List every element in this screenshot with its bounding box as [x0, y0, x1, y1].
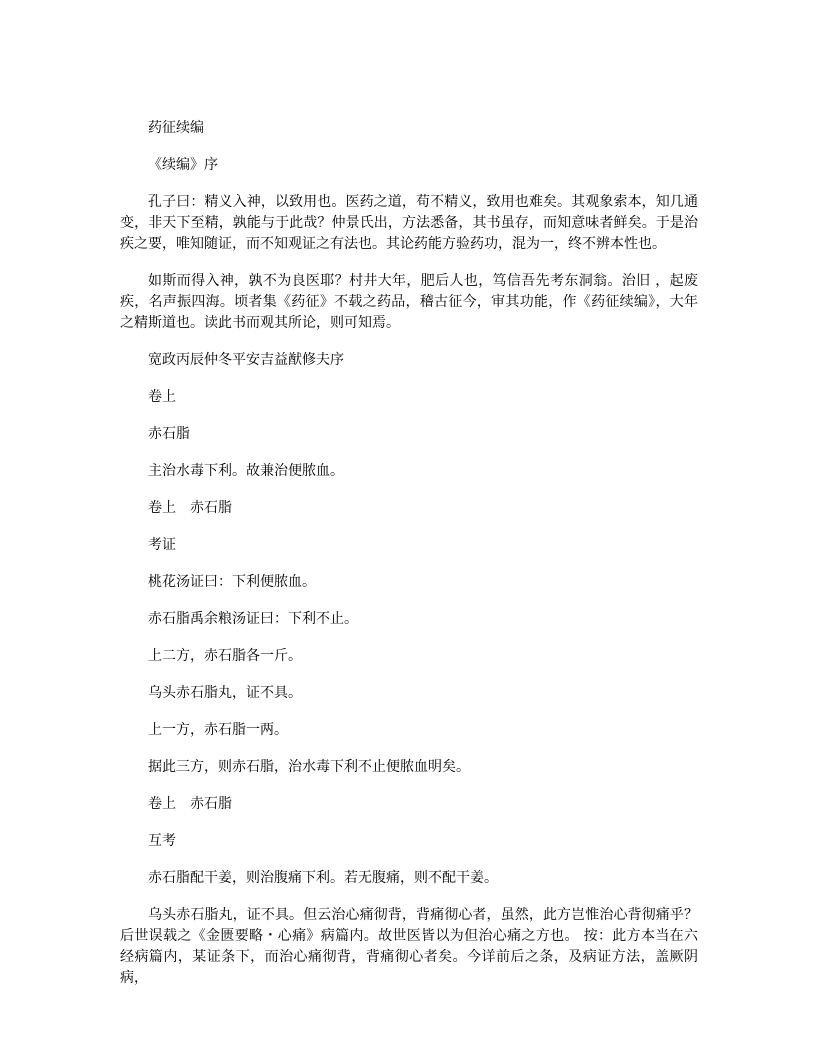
- document-title: 药征续编: [148, 120, 204, 136]
- entry-heading: 赤石脂: [148, 426, 190, 442]
- paragraph: 上一方，赤石脂一两。: [148, 722, 288, 738]
- paragraph: 乌头赤石脂丸，证不具。: [148, 685, 302, 701]
- paragraph: 赤石脂配干姜，则治腹痛下利。若无腹痛，则不配干姜。: [148, 870, 498, 886]
- paragraph: 上二方，赤石脂各一斤。: [148, 648, 302, 664]
- section-header: 卷上 赤石脂: [148, 500, 232, 516]
- paragraph: 桃花汤证曰：下利便脓血。: [148, 574, 316, 590]
- preface-signature: 宽政丙辰仲冬平安吉益猷修夫序: [148, 352, 344, 368]
- paragraph: 主治水毒下利。故兼治便脓血。: [148, 463, 344, 479]
- subsection-heading: 互考: [148, 833, 176, 849]
- paragraph: 据此三方，则赤石脂，治水毒下利不止便脓血明矣。: [148, 759, 470, 775]
- paragraph: 乌头赤石脂丸，证不具。但云治心痛彻背，背痛彻心者，虽然，此方岂惟治心背彻痛乎？后世误载之《金匮要略・心痛》病篇内。故世医皆以为但治心痛之方也。 按：此方本当在六经病篇内，某证条下，而治心痛彻背，背痛彻心者矣。今详前后之条，及病证方法，盖厥阴病，: [120, 907, 698, 986]
- paragraph: 赤石脂禹余粮汤证曰：下利不止。: [148, 611, 358, 627]
- volume-heading: 卷上: [148, 389, 176, 405]
- preface-heading: 《续编》序: [148, 157, 218, 173]
- section-header: 卷上 赤石脂: [148, 796, 232, 812]
- subsection-heading: 考证: [148, 537, 176, 553]
- document-page: [120, 118, 698, 1005]
- paragraph: 孔子曰：精义入神，以致用也。医药之道，苟不精义，致用也难矣。其观象索本，知几通变，非天下至精，孰能与于此哉？仲景氏出，方法悉备，其书虽存，而知意味者鲜矣。于是治疾之要，唯知随证，而不知观证之有法也。其论药能方验药功，混为一，终不辨本性也。: [120, 194, 698, 252]
- paragraph: 如斯而得入神，孰不为良医耶？村井大年，肥后人也，笃信吾先考东洞翁。治旧 ，起废疾，名声振四海。顷者集《药征》不载之药品，稽古征今，审其功能，作《药征续编》，大年之精斯道也。读此书而观其所论，则可知焉。: [120, 273, 698, 331]
